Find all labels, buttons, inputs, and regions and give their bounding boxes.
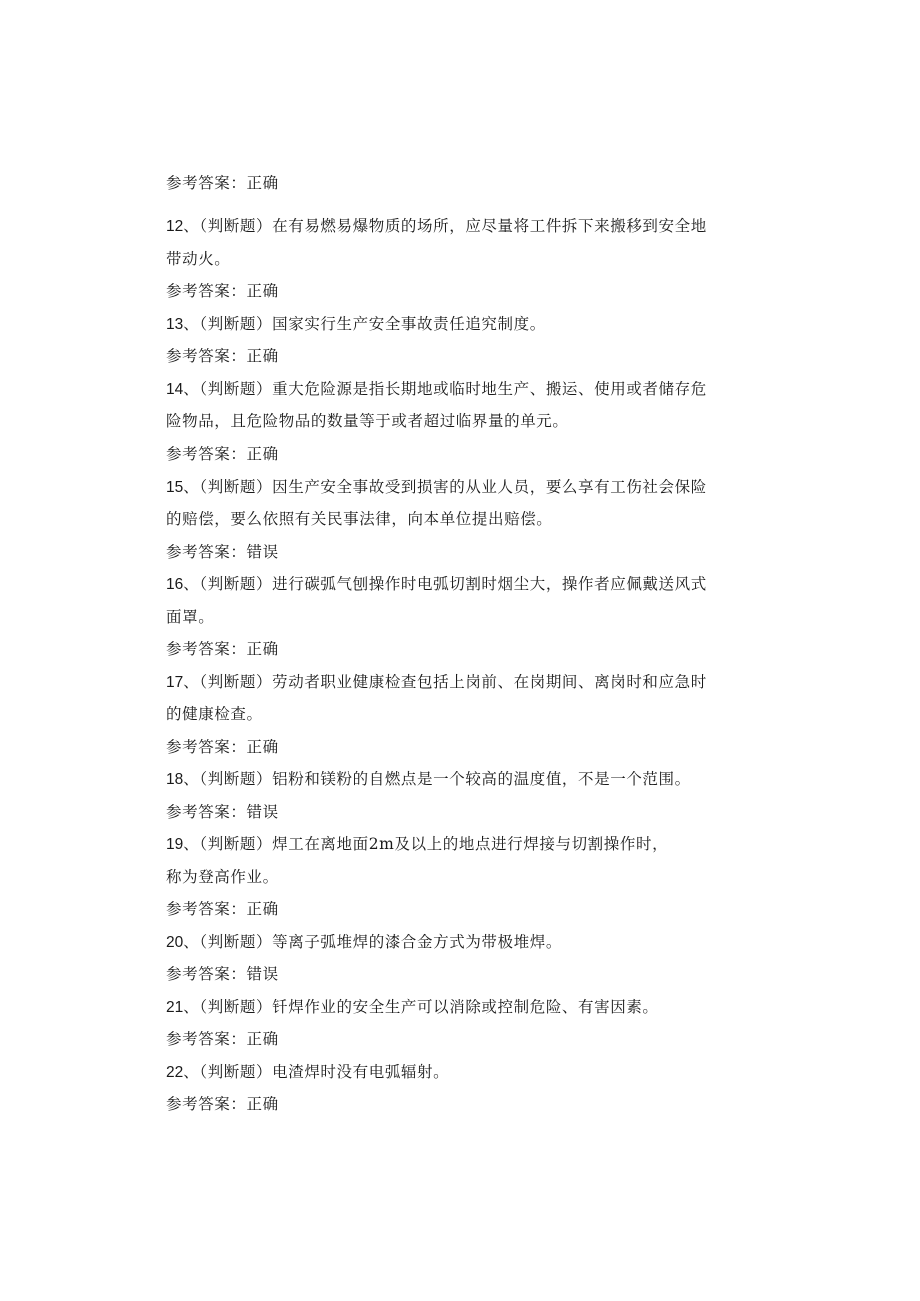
question-number: 13 (166, 316, 184, 333)
question-type: （判断题） (199, 770, 273, 788)
question-continuation: 称为登高作业。 (166, 868, 279, 886)
question-separator: 、 (183, 380, 200, 398)
question-line (166, 574, 756, 595)
question-text: 重大危险源是指长期地或临时地生产、搬运、使用或者储存危 (272, 380, 707, 398)
answer-line (166, 281, 756, 301)
question-separator: 、 (183, 998, 200, 1016)
answer-line (166, 964, 756, 984)
answer-label: 参考答案： (166, 347, 247, 365)
question-line (166, 932, 756, 953)
answer-label: 参考答案： (166, 900, 247, 918)
question-continuation: 带动火。 (166, 250, 231, 268)
question-type: （判断题） (199, 478, 273, 496)
question-text: 在有易燃易爆物质的场所，应尽量将工件拆下来搬移到安全地 (272, 217, 707, 235)
question-type: （判断题） (199, 673, 273, 691)
question-text: 劳动者职业健康检查包括上岗前、在岗期间、离岗时和应急时 (272, 673, 707, 691)
answer-label: 参考答案： (166, 282, 247, 300)
answer-value: 正确 (246, 1095, 279, 1113)
answer-line (166, 346, 756, 366)
answer-value: 正确 (246, 347, 279, 365)
answer-line (166, 737, 756, 757)
question-separator: 、 (183, 673, 200, 691)
question-text: 等离子弧堆焊的漆合金方式为带极堆焊。 (272, 933, 562, 951)
answer-value: 正确 (246, 282, 279, 300)
question-separator: 、 (183, 770, 200, 788)
question-type: （判断题） (199, 575, 273, 593)
answer-line (166, 1094, 756, 1114)
answer-value: 错误 (246, 803, 279, 821)
answer-label: 参考答案： (166, 543, 247, 561)
question-line (166, 769, 756, 790)
answer-line (166, 173, 756, 193)
answer-line (166, 1029, 756, 1049)
question-text: 钎焊作业的安全生产可以消除或控制危险、有害因素。 (272, 998, 659, 1016)
answer-label: 参考答案： (166, 174, 247, 192)
question-line (166, 1062, 756, 1083)
question-number: 22 (166, 1064, 184, 1081)
question-line (166, 834, 756, 855)
question-separator: 、 (183, 933, 200, 951)
answer-value: 正确 (246, 445, 279, 463)
question-separator: 、 (183, 478, 200, 496)
question-number: 16 (166, 576, 184, 593)
answer-value: 正确 (246, 174, 279, 192)
answer-label: 参考答案： (166, 1030, 247, 1048)
answer-label: 参考答案： (166, 445, 247, 463)
answer-line (166, 802, 756, 822)
answer-value: 正确 (246, 640, 279, 658)
answer-line (166, 639, 756, 659)
question-type: （判断题） (199, 835, 273, 853)
answer-value: 正确 (246, 738, 279, 756)
question-separator: 、 (183, 575, 200, 593)
question-separator: 、 (183, 315, 200, 333)
question-text: 国家实行生产安全事故责任追究制度。 (272, 315, 546, 333)
question-type: （判断题） (199, 380, 273, 398)
question-separator: 、 (183, 835, 200, 853)
question-number: 17 (166, 674, 184, 691)
answer-label: 参考答案： (166, 1095, 247, 1113)
question-text: 因生产安全事故受到损害的从业人员，要么享有工伤社会保险 (272, 478, 707, 496)
question-text: 焊工在离地面2m及以上的地点进行焊接与切割操作时， (272, 835, 669, 853)
question-type: （判断题） (199, 217, 273, 235)
question-number: 15 (166, 479, 184, 496)
answer-label: 参考答案： (166, 803, 247, 821)
answer-line (166, 542, 756, 562)
question-separator: 、 (183, 217, 200, 235)
question-continuation: 面罩。 (166, 608, 215, 626)
question-type: （判断题） (199, 998, 273, 1016)
question-continuation: 的赔偿，要么依照有关民事法律，向本单位提出赔偿。 (166, 510, 553, 528)
question-number: 20 (166, 934, 184, 951)
question-type: （判断题） (199, 315, 273, 333)
question-number: 19 (166, 836, 184, 853)
question-continuation: 的健康检查。 (166, 705, 263, 723)
question-text: 进行碳弧气刨操作时电弧切割时烟尘大，操作者应佩戴送风式 (272, 575, 707, 593)
question-text: 铝粉和镁粉的自燃点是一个较高的温度值，不是一个范围。 (272, 770, 691, 788)
question-number: 18 (166, 771, 184, 788)
question-number: 21 (166, 999, 184, 1016)
answer-label: 参考答案： (166, 965, 247, 983)
question-number: 12 (166, 218, 184, 235)
question-line (166, 997, 756, 1018)
answer-value: 错误 (246, 543, 279, 561)
answer-line (166, 899, 756, 919)
answer-value: 正确 (246, 1030, 279, 1048)
answer-line (166, 444, 756, 464)
question-type: （判断题） (199, 933, 273, 951)
question-text: 电渣焊时没有电弧辐射。 (272, 1063, 450, 1081)
answer-label: 参考答案： (166, 738, 247, 756)
question-type: （判断题） (199, 1063, 273, 1081)
question-continuation: 险物品，且危险物品的数量等于或者超过临界量的单元。 (166, 412, 569, 430)
question-line (166, 216, 756, 237)
question-number: 14 (166, 381, 184, 398)
question-separator: 、 (183, 1063, 200, 1081)
answer-value: 正确 (246, 900, 279, 918)
question-line (166, 477, 756, 498)
question-line (166, 379, 756, 400)
question-line (166, 672, 756, 693)
question-line (166, 314, 756, 335)
answer-value: 错误 (246, 965, 279, 983)
answer-label: 参考答案： (166, 640, 247, 658)
